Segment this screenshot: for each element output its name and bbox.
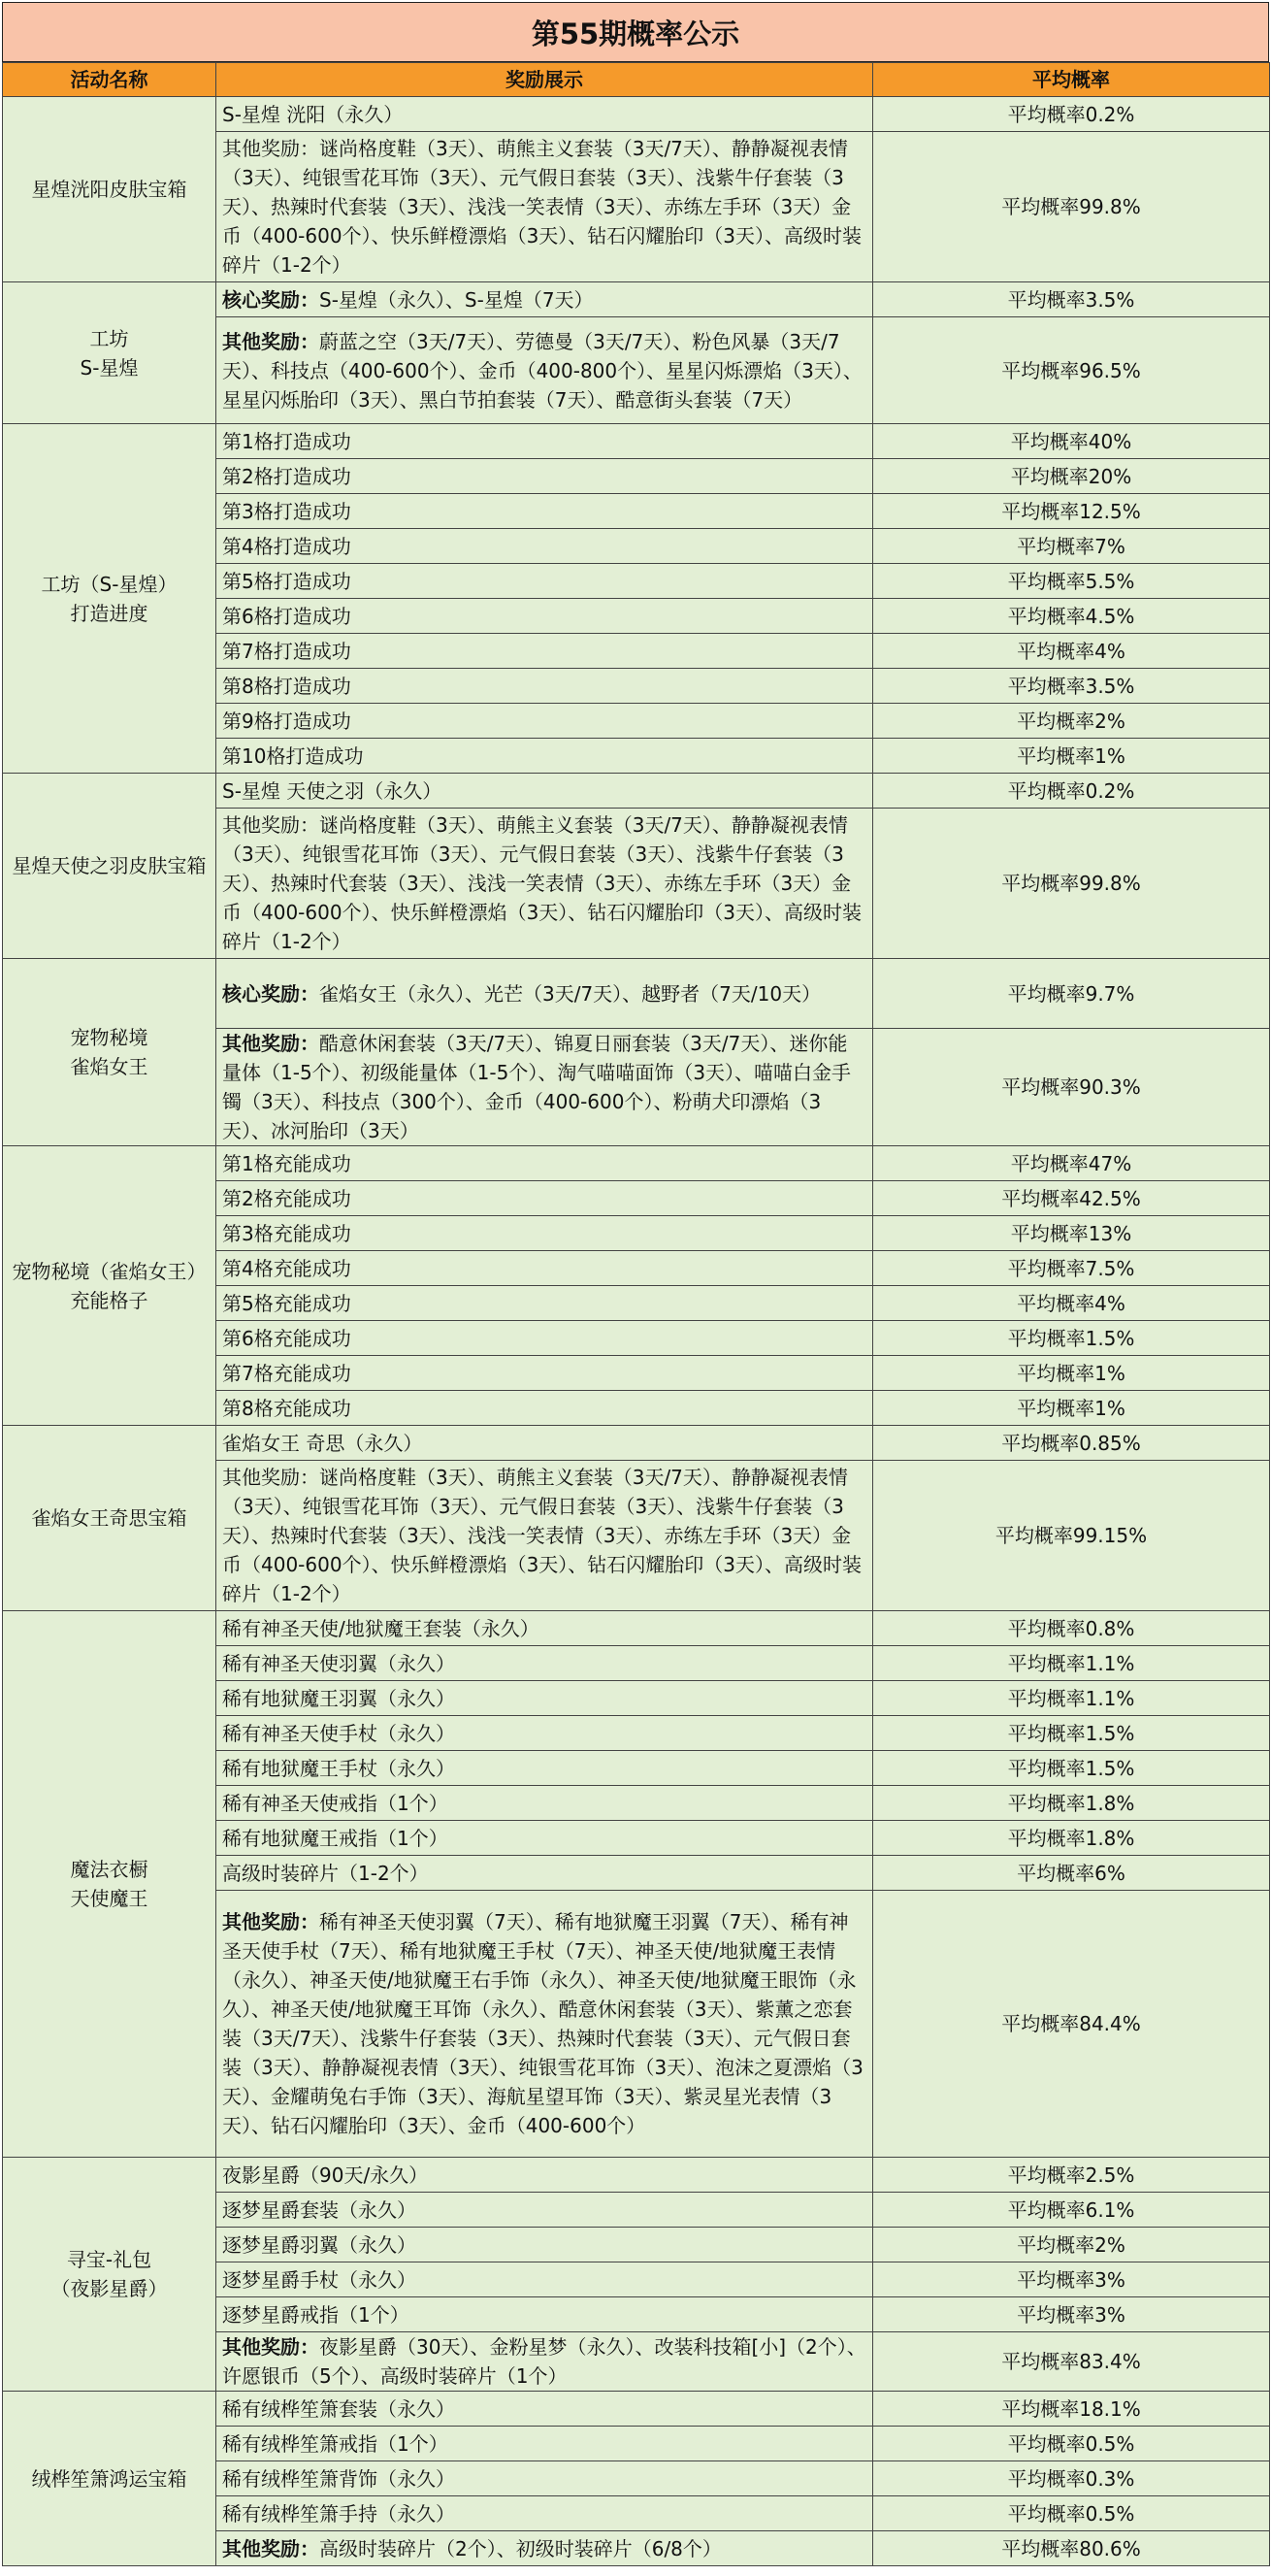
reward-cell — [216, 2262, 873, 2297]
probability-cell: 平均概率1% — [873, 1391, 1270, 1426]
table-row — [3, 424, 1270, 459]
probability-notice — [2, 2, 1269, 2566]
reward-cell — [216, 424, 873, 459]
activity-name-cell: 雀焰女王奇思宝箱 — [3, 1426, 216, 1611]
reward-text: 逐梦星爵戒指（1个） — [222, 2302, 409, 2327]
probability-cell: 平均概率1.5% — [873, 1716, 1270, 1751]
reward-cell — [216, 2228, 873, 2262]
reward-text: 第4格打造成功 — [222, 534, 351, 558]
activity-name-cell: 魔法衣橱 天使魔王 — [3, 1611, 216, 2158]
probability-cell: 平均概率1.1% — [873, 1681, 1270, 1716]
reward-cell — [216, 2332, 873, 2392]
reward-cell — [216, 1286, 873, 1321]
reward-text: 蔚蓝之空（3天/7天）、劳德曼（3天/7天）、粉色风暴（3天/7天）、科技点（400-600个）、金币（400-800个）、星星闪烁漂焰（3天）、星星闪烁胎印（3天）、黑白节拍套装（7天）、酷意街头套装（7天） — [222, 329, 863, 412]
reward-cell — [216, 774, 873, 809]
reward-cell — [216, 1146, 873, 1181]
probability-cell: 平均概率1% — [873, 739, 1270, 774]
probability-cell: 平均概率84.4% — [873, 1891, 1270, 2158]
reward-cell — [216, 282, 873, 317]
reward-category-label: 其他奖励： — [222, 1032, 319, 1055]
reward-text: 稀有地狱魔王戒指（1个） — [222, 1826, 448, 1850]
probability-cell: 平均概率4.5% — [873, 599, 1270, 634]
probability-cell: 平均概率1.5% — [873, 1751, 1270, 1786]
table-row — [3, 959, 1270, 1029]
probability-cell: 平均概率18.1% — [873, 2392, 1270, 2427]
reward-cell — [216, 2531, 873, 2566]
probability-cell: 平均概率2.5% — [873, 2158, 1270, 2193]
reward-text: 稀有绒桦笙箫戒指（1个） — [222, 2431, 448, 2456]
probability-cell: 平均概率9.7% — [873, 959, 1270, 1029]
page-title: 第55期概率公示 — [2, 2, 1269, 62]
probability-cell: 平均概率0.85% — [873, 1426, 1270, 1461]
reward-text: 第9格打造成功 — [222, 709, 351, 733]
probability-cell: 平均概率99.8% — [873, 132, 1270, 282]
reward-cell — [216, 317, 873, 424]
probability-cell: 平均概率1% — [873, 1356, 1270, 1391]
reward-text: 第3格充能成功 — [222, 1221, 351, 1245]
probability-cell: 平均概率12.5% — [873, 494, 1270, 529]
reward-cell — [216, 529, 873, 564]
activity-name-cell: 宠物秘境（雀焰女王） 充能格子 — [3, 1146, 216, 1426]
reward-text: 第6格充能成功 — [222, 1326, 351, 1350]
activity-name-cell: 工坊（S-星煌） 打造进度 — [3, 424, 216, 774]
reward-cell — [216, 1251, 873, 1286]
table-body — [3, 97, 1270, 2566]
reward-text: 第5格打造成功 — [222, 569, 351, 593]
reward-cell — [216, 1391, 873, 1426]
reward-cell — [216, 2158, 873, 2193]
reward-text: 第8格打造成功 — [222, 674, 351, 698]
header-reward: 奖励展示 — [216, 63, 873, 97]
reward-text: 逐梦星爵手杖（永久） — [222, 2267, 416, 2292]
reward-cell — [216, 1856, 873, 1891]
header-activity: 活动名称 — [3, 63, 216, 97]
reward-text: 其他奖励：谜尚格度鞋（3天）、萌熊主义套装（3天/7天）、静静凝视表情（3天）、纯银雪花耳饰（3天）、元气假日套装（3天）、浅紫牛仔套装（3天）、热辣时代套装（3天）、浅浅一笑表情（3天）、赤练左手环（3天）金币（400-600个）、快乐鲜橙漂焰（3天）、钻石闪耀胎印（3天）、高级时装碎片（1-2个） — [222, 137, 863, 277]
reward-cell — [216, 599, 873, 634]
reward-text: 第1格打造成功 — [222, 429, 351, 453]
reward-text: 第2格充能成功 — [222, 1186, 351, 1210]
reward-category-label: 其他奖励： — [222, 2536, 319, 2560]
probability-cell: 平均概率6.1% — [873, 2193, 1270, 2228]
table-row — [3, 1146, 1270, 1181]
reward-text: 夜影星爵（90天/永久） — [222, 2163, 429, 2187]
reward-cell — [216, 494, 873, 529]
reward-cell — [216, 2427, 873, 2461]
reward-text: 第2格打造成功 — [222, 464, 351, 488]
reward-cell — [216, 704, 873, 739]
probability-cell: 平均概率0.2% — [873, 97, 1270, 132]
reward-cell — [216, 2461, 873, 2496]
probability-cell: 平均概率3.5% — [873, 282, 1270, 317]
reward-text: 第4格充能成功 — [222, 1256, 351, 1280]
reward-cell — [216, 1356, 873, 1391]
reward-cell — [216, 739, 873, 774]
reward-cell — [216, 1216, 873, 1251]
reward-text: S-星煌（永久）、S-星煌（7天） — [319, 287, 594, 312]
reward-cell — [216, 1646, 873, 1681]
reward-category-label: 其他奖励： — [222, 329, 319, 353]
reward-cell — [216, 1181, 873, 1216]
probability-cell: 平均概率40% — [873, 424, 1270, 459]
probability-cell: 平均概率4% — [873, 1286, 1270, 1321]
reward-text: S-星煌 天使之羽（永久） — [222, 778, 442, 803]
reward-text: 稀有神圣天使/地狱魔王套装（永久） — [222, 1616, 539, 1640]
reward-text: 稀有地狱魔王羽翼（永久） — [222, 1686, 455, 1710]
activity-name-cell: 星煌天使之羽皮肤宝箱 — [3, 774, 216, 959]
table-row — [3, 1426, 1270, 1461]
reward-category-label: 核心奖励： — [222, 287, 319, 312]
table-row — [3, 2158, 1270, 2193]
activity-name-cell: 绒桦笙箫鸿运宝箱 — [3, 2392, 216, 2566]
probability-cell: 平均概率3.5% — [873, 669, 1270, 704]
probability-cell: 平均概率5.5% — [873, 564, 1270, 599]
reward-cell — [216, 2297, 873, 2332]
reward-cell — [216, 1681, 873, 1716]
reward-text: 第8格充能成功 — [222, 1396, 351, 1420]
activity-name-cell: 宠物秘境 雀焰女王 — [3, 959, 216, 1146]
reward-cell — [216, 959, 873, 1029]
reward-cell — [216, 1321, 873, 1356]
reward-text: 雀焰女王（永久）、光芒（3天/7天）、越野者（7天/10天） — [319, 981, 822, 1006]
reward-text: 第3格打造成功 — [222, 499, 351, 523]
probability-cell: 平均概率7% — [873, 529, 1270, 564]
probability-cell: 平均概率0.3% — [873, 2461, 1270, 2496]
probability-cell: 平均概率3% — [873, 2297, 1270, 2332]
probability-cell: 平均概率0.5% — [873, 2427, 1270, 2461]
reward-cell — [216, 1611, 873, 1646]
reward-cell — [216, 564, 873, 599]
probability-table — [2, 62, 1270, 2566]
reward-cell — [216, 1786, 873, 1821]
reward-cell — [216, 1821, 873, 1856]
probability-cell: 平均概率83.4% — [873, 2332, 1270, 2392]
reward-text: 第6格打造成功 — [222, 604, 351, 628]
reward-text: 逐梦星爵套装（永久） — [222, 2197, 416, 2222]
reward-cell — [216, 2496, 873, 2531]
activity-name-cell: 星煌洸阳皮肤宝箱 — [3, 97, 216, 282]
reward-cell — [216, 634, 873, 669]
probability-cell: 平均概率2% — [873, 704, 1270, 739]
reward-cell — [216, 1716, 873, 1751]
reward-text: 酷意休闲套装（3天/7天）、锦夏日丽套装（3天/7天）、迷你能量体（1-5个）、初级能量体（1-5个）、淘气喵喵面饰（3天）、喵喵白金手镯（3天）、科技点（300个）、金币（400-600个）、粉萌犬印漂焰（3天）、冰河胎印（3天） — [222, 1032, 852, 1142]
reward-cell — [216, 2193, 873, 2228]
activity-name-cell: 工坊 S-星煌 — [3, 282, 216, 424]
reward-cell — [216, 459, 873, 494]
table-row — [3, 774, 1270, 809]
probability-cell: 平均概率20% — [873, 459, 1270, 494]
probability-cell: 平均概率2% — [873, 2228, 1270, 2262]
reward-category-label: 其他奖励： — [222, 2335, 319, 2359]
probability-cell: 平均概率1.8% — [873, 1821, 1270, 1856]
reward-cell — [216, 1426, 873, 1461]
reward-category-label: 其他奖励： — [222, 1910, 319, 1933]
reward-text: 第10格打造成功 — [222, 743, 364, 768]
reward-text: 其他奖励：谜尚格度鞋（3天）、萌熊主义套装（3天/7天）、静静凝视表情（3天）、纯银雪花耳饰（3天）、元气假日套装（3天）、浅紫牛仔套装（3天）、热辣时代套装（3天）、浅浅一笑表情（3天）、赤练左手环（3天）金币（400-600个）、快乐鲜橙漂焰（3天）、钻石闪耀胎印（3天）、高级时装碎片（1-2个） — [222, 813, 863, 953]
probability-cell: 平均概率13% — [873, 1216, 1270, 1251]
reward-text: 第5格充能成功 — [222, 1291, 351, 1315]
probability-cell: 平均概率96.5% — [873, 317, 1270, 424]
reward-text: 夜影星爵（30天）、金粉星梦（永久）、改装科技箱[小]（2个）、许愿银币（5个）、高级时装碎片（1个） — [222, 2335, 866, 2388]
reward-text: 高级时装碎片（1-2个） — [222, 1861, 429, 1885]
probability-cell: 平均概率99.8% — [873, 809, 1270, 959]
table-row — [3, 2392, 1270, 2427]
probability-cell: 平均概率90.3% — [873, 1029, 1270, 1146]
reward-text: 第7格打造成功 — [222, 639, 351, 663]
probability-cell: 平均概率6% — [873, 1856, 1270, 1891]
probability-cell: 平均概率1.5% — [873, 1321, 1270, 1356]
reward-cell — [216, 1461, 873, 1611]
reward-text: 逐梦星爵羽翼（永久） — [222, 2232, 416, 2257]
reward-category-label: 核心奖励： — [222, 981, 319, 1006]
reward-text: 高级时装碎片（2个）、初级时装碎片（6/8个） — [319, 2536, 722, 2560]
probability-cell: 平均概率4% — [873, 634, 1270, 669]
probability-cell: 平均概率0.8% — [873, 1611, 1270, 1646]
reward-cell — [216, 1751, 873, 1786]
reward-text: 稀有绒桦笙箫背饰（永久） — [222, 2466, 455, 2491]
reward-text: 稀有神圣天使手杖（永久） — [222, 1721, 455, 1745]
table-row — [3, 1611, 1270, 1646]
reward-cell — [216, 2392, 873, 2427]
probability-cell: 平均概率7.5% — [873, 1251, 1270, 1286]
reward-text: 第7格充能成功 — [222, 1361, 351, 1385]
reward-text: 稀有绒桦笙箫手持（永久） — [222, 2501, 455, 2526]
table-row — [3, 97, 1270, 132]
reward-text: 稀有绒桦笙箫套装（永久） — [222, 2396, 455, 2421]
reward-cell — [216, 97, 873, 132]
reward-text: 稀有神圣天使羽翼（永久） — [222, 1651, 455, 1675]
activity-name-cell: 寻宝-礼包 （夜影星爵） — [3, 2158, 216, 2392]
table-row — [3, 282, 1270, 317]
reward-text: 第1格充能成功 — [222, 1151, 351, 1175]
table-header-row — [3, 63, 1270, 97]
reward-cell — [216, 1029, 873, 1146]
reward-text: 雀焰女王 奇思（永久） — [222, 1431, 423, 1455]
reward-cell — [216, 669, 873, 704]
probability-cell: 平均概率3% — [873, 2262, 1270, 2297]
reward-text: S-星煌 洸阳（永久） — [222, 102, 404, 126]
probability-cell: 平均概率99.15% — [873, 1461, 1270, 1611]
probability-cell: 平均概率0.2% — [873, 774, 1270, 809]
reward-text: 稀有神圣天使羽翼（7天）、稀有地狱魔王羽翼（7天）、稀有神圣天使手杖（7天）、稀有地狱魔王手杖（7天）、神圣天使/地狱魔王表情（永久）、神圣天使/地狱魔王右手饰（永久）、神圣天使/地狱魔王眼饰（永久）、神圣天使/地狱魔王耳饰（永久）、酷意休闲套装（3天）、紫薰之恋套装（3天/7天）、浅紫牛仔套装（3天）、热辣时代套装（3天）、元气假日套装（3天）、静静凝视表情（3天）、纯银雪花耳饰（3天）、泡沫之夏漂焰（3天）、金耀萌兔右手饰（3天）、海航星望耳饰（3天）、紫灵星光表情（3天）、钻石闪耀胎印（3天）、金币（400-600个） — [222, 1910, 864, 2137]
reward-cell — [216, 1891, 873, 2158]
probability-cell: 平均概率47% — [873, 1146, 1270, 1181]
header-probability: 平均概率 — [873, 63, 1270, 97]
probability-cell: 平均概率1.1% — [873, 1646, 1270, 1681]
probability-cell: 平均概率0.5% — [873, 2496, 1270, 2531]
probability-cell: 平均概率42.5% — [873, 1181, 1270, 1216]
reward-text: 其他奖励：谜尚格度鞋（3天）、萌熊主义套装（3天/7天）、静静凝视表情（3天）、纯银雪花耳饰（3天）、元气假日套装（3天）、浅紫牛仔套装（3天）、热辣时代套装（3天）、浅浅一笑表情（3天）、赤练左手环（3天）金币（400-600个）、快乐鲜橙漂焰（3天）、钻石闪耀胎印（3天）、高级时装碎片（1-2个） — [222, 1466, 863, 1605]
reward-text: 稀有神圣天使戒指（1个） — [222, 1791, 448, 1815]
reward-text: 稀有地狱魔王手杖（永久） — [222, 1756, 455, 1780]
probability-cell: 平均概率1.8% — [873, 1786, 1270, 1821]
reward-cell — [216, 809, 873, 959]
probability-cell: 平均概率80.6% — [873, 2531, 1270, 2566]
reward-cell — [216, 132, 873, 282]
